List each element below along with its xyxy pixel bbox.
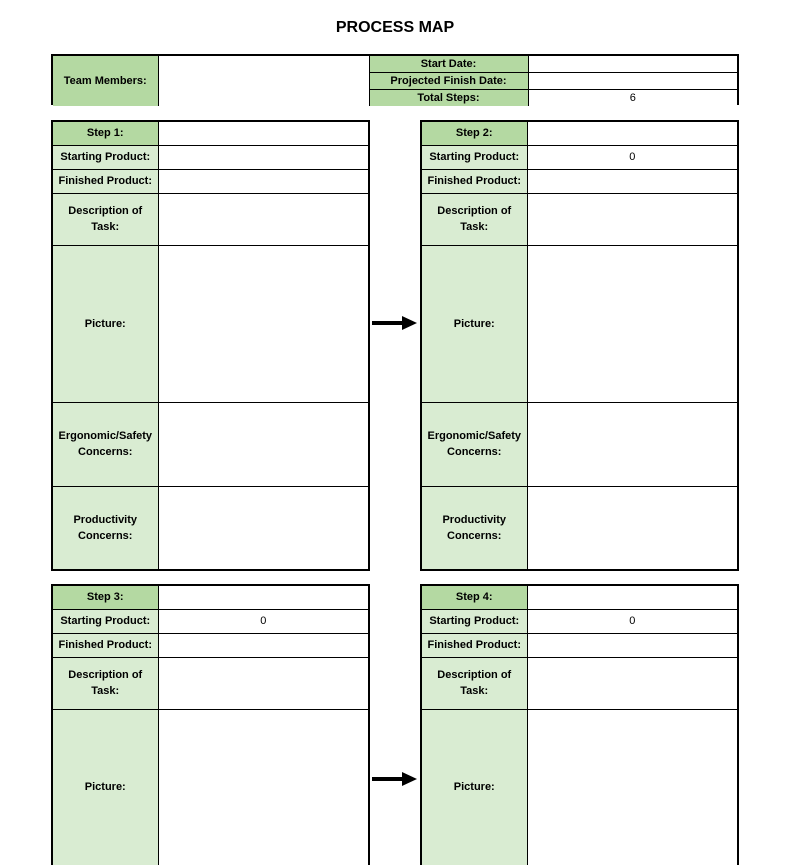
description-label: Description of Task: xyxy=(422,657,527,709)
ergonomic-field[interactable] xyxy=(527,402,737,486)
ergonomic-label-line2: Concerns: xyxy=(447,446,502,458)
starting-product-label: Starting Product: xyxy=(422,145,527,169)
step-name-field[interactable] xyxy=(527,122,737,145)
description-field[interactable] xyxy=(527,193,737,245)
page-title: PROCESS MAP xyxy=(335,19,455,36)
arrow-right-icon xyxy=(372,315,418,331)
picture-label: Picture: xyxy=(53,245,158,402)
ergonomic-label-line1: Ergonomic/Safety xyxy=(58,430,153,442)
finished-product-field[interactable] xyxy=(527,633,737,657)
starting-product-field[interactable] xyxy=(158,145,368,169)
finished-product-field[interactable] xyxy=(158,169,368,193)
picture-field[interactable] xyxy=(158,245,368,402)
total-steps-field[interactable]: 6 xyxy=(528,90,737,107)
picture-field[interactable] xyxy=(158,709,368,865)
step-card xyxy=(51,120,370,571)
projected-finish-field[interactable] xyxy=(528,73,737,90)
description-label: Description of Task: xyxy=(53,657,158,709)
ergonomic-label-line1: Ergonomic/Safety xyxy=(427,430,522,442)
finished-product-label: Finished Product: xyxy=(53,169,158,193)
starting-product-field[interactable]: 0 xyxy=(527,145,737,169)
step-name-field[interactable] xyxy=(158,586,368,609)
projected-finish-label: Projected Finish Date: xyxy=(369,73,528,90)
starting-product-label: Starting Product: xyxy=(53,145,158,169)
starting-product-field[interactable]: 0 xyxy=(527,609,737,633)
finished-product-label: Finished Product: xyxy=(422,633,527,657)
productivity-field[interactable] xyxy=(527,486,737,569)
finished-product-field[interactable] xyxy=(527,169,737,193)
step-name-field[interactable] xyxy=(158,122,368,145)
description-label: Description of Task: xyxy=(422,193,527,245)
finished-product-label: Finished Product: xyxy=(53,633,158,657)
team-members-label: Team Members: xyxy=(53,56,158,106)
step-card xyxy=(51,584,370,865)
description-label: Description of Task: xyxy=(53,193,158,245)
starting-product-label: Starting Product: xyxy=(422,609,527,633)
picture-field[interactable] xyxy=(527,709,737,865)
step-label: Step 1: xyxy=(53,122,158,145)
step-name-field[interactable] xyxy=(527,586,737,609)
finished-product-field[interactable] xyxy=(158,633,368,657)
productivity-label-line1: Productivity xyxy=(442,513,507,526)
productivity-label xyxy=(53,486,158,569)
starting-product-field[interactable]: 0 xyxy=(158,609,368,633)
description-field[interactable] xyxy=(527,657,737,709)
productivity-field[interactable] xyxy=(158,486,368,569)
finished-product-label: Finished Product: xyxy=(422,169,527,193)
picture-label: Picture: xyxy=(422,709,527,865)
picture-label: Picture: xyxy=(422,245,527,402)
arrow-right-icon xyxy=(372,771,418,787)
step-label: Step 2: xyxy=(422,122,527,145)
step-label: Step 4: xyxy=(422,586,527,609)
ergonomic-label-line2: Concerns: xyxy=(78,446,133,458)
step-label: Step 3: xyxy=(53,586,158,609)
productivity-label-line1: Productivity xyxy=(73,513,138,526)
ergonomic-field[interactable] xyxy=(158,402,368,486)
total-steps-label: Total Steps: xyxy=(369,90,528,107)
team-members-field[interactable] xyxy=(158,56,369,106)
ergonomic-label xyxy=(422,402,527,486)
start-date-label: Start Date: xyxy=(369,56,528,73)
description-field[interactable] xyxy=(158,657,368,709)
productivity-label-line2: Concerns: xyxy=(78,529,133,542)
picture-label: Picture: xyxy=(53,709,158,865)
productivity-label-line2: Concerns: xyxy=(447,529,502,542)
header-block xyxy=(51,54,739,105)
ergonomic-label xyxy=(53,402,158,486)
picture-field[interactable] xyxy=(527,245,737,402)
start-date-field[interactable] xyxy=(528,56,737,73)
step-card xyxy=(420,120,739,571)
description-field[interactable] xyxy=(158,193,368,245)
starting-product-label: Starting Product: xyxy=(53,609,158,633)
step-card xyxy=(420,584,739,865)
productivity-label xyxy=(422,486,527,569)
